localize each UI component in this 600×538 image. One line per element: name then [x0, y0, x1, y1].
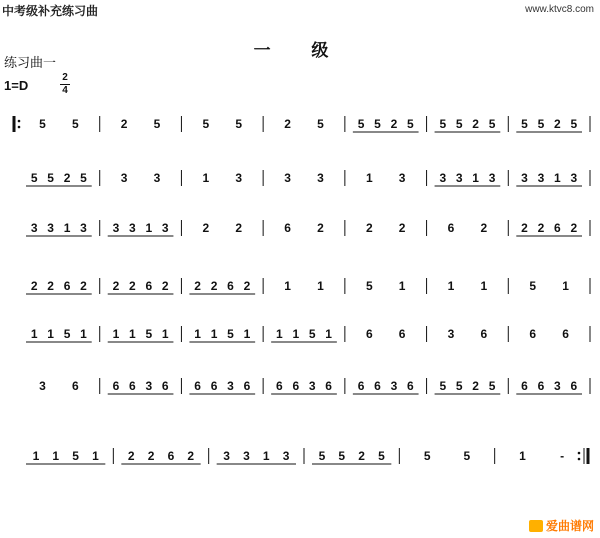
note: 3	[398, 171, 406, 185]
note: 2	[47, 279, 54, 293]
note: 1	[202, 171, 210, 185]
note: 2	[194, 279, 201, 293]
note: 3	[439, 171, 447, 185]
watermark-logo	[529, 517, 594, 534]
note: 5	[423, 449, 431, 463]
note: 6	[537, 379, 545, 393]
note: 5	[439, 117, 447, 131]
note: 1	[554, 171, 561, 185]
note: 5	[63, 327, 71, 341]
note: 3	[537, 171, 545, 185]
note: 6	[529, 327, 537, 341]
note: 2	[472, 379, 479, 393]
time-signature-top: 2	[62, 72, 68, 83]
note: 2	[480, 221, 488, 235]
note: 2	[521, 221, 528, 235]
note: 2	[120, 117, 128, 131]
note: 6	[407, 379, 414, 393]
note: 1	[284, 279, 291, 293]
note: 3	[39, 379, 46, 393]
note: 5	[39, 117, 46, 131]
header-url: www.ktvc8.com	[525, 4, 594, 15]
note: 1	[317, 279, 324, 293]
repeat-dot	[18, 120, 21, 123]
note: 2	[317, 221, 324, 235]
note: 3	[120, 171, 128, 185]
note: 5	[365, 279, 373, 293]
note: 2	[365, 221, 373, 235]
note: 6	[374, 379, 381, 393]
note: 2	[284, 117, 291, 131]
note: 6	[194, 379, 201, 393]
note: 6	[357, 379, 365, 393]
note: 1	[80, 327, 87, 341]
note: 2	[147, 449, 155, 463]
note: 3	[129, 221, 136, 235]
note: 1	[63, 221, 71, 235]
music-note-icon	[529, 520, 543, 532]
note: 5	[570, 117, 578, 131]
note: 6	[145, 279, 153, 293]
note: 1	[210, 327, 218, 341]
note: 5	[308, 327, 316, 341]
note: 5	[357, 117, 365, 131]
note: 6	[276, 379, 283, 393]
note: -	[560, 449, 565, 463]
note: 6	[161, 379, 169, 393]
note: 6	[284, 221, 291, 235]
note: 1	[161, 327, 169, 341]
note: 5	[80, 171, 87, 185]
repeat-dot	[18, 126, 21, 129]
note: 2	[80, 279, 87, 293]
note: 1	[194, 327, 201, 341]
note: 1	[145, 221, 153, 235]
note: 6	[480, 327, 488, 341]
note: 3	[47, 221, 54, 235]
note: 1	[30, 327, 38, 341]
note: 3	[161, 221, 169, 235]
note: 2	[30, 279, 38, 293]
note: 6	[112, 379, 120, 393]
note: 5	[235, 117, 243, 131]
note: 6	[243, 379, 251, 393]
repeat-dot	[578, 458, 581, 461]
note: 5	[47, 171, 54, 185]
note: 5	[439, 379, 447, 393]
note: 1	[365, 171, 373, 185]
note: 5	[529, 279, 537, 293]
time-signature-bottom: 4	[62, 85, 68, 96]
note: 6	[71, 379, 79, 393]
piece-title: 练习曲一	[4, 55, 57, 70]
note: 1	[262, 449, 270, 463]
note: 2	[187, 449, 195, 463]
note: 5	[227, 327, 234, 341]
note: 1	[32, 449, 40, 463]
note: 5	[455, 379, 463, 393]
note: 3	[317, 171, 324, 185]
note: 6	[325, 379, 332, 393]
note: 1	[243, 327, 251, 341]
note: 5	[463, 449, 471, 463]
note: 6	[554, 221, 561, 235]
note: 2	[63, 171, 71, 185]
note: 6	[521, 379, 528, 393]
note: 5	[153, 117, 161, 131]
note: 2	[202, 221, 210, 235]
note: 3	[80, 221, 87, 235]
note: 5	[30, 171, 38, 185]
note: 5	[374, 117, 381, 131]
note: 5	[145, 327, 153, 341]
note: 2	[398, 221, 406, 235]
note: 6	[63, 279, 71, 293]
note: 1	[472, 171, 479, 185]
note: 3	[227, 379, 234, 393]
note: 2	[129, 279, 136, 293]
note: 3	[235, 171, 243, 185]
note: 3	[284, 171, 291, 185]
note: 6	[227, 279, 234, 293]
note: 5	[202, 117, 210, 131]
note: 3	[282, 449, 290, 463]
note: 5	[72, 449, 79, 463]
note: 1	[325, 327, 332, 341]
note: 6	[447, 221, 455, 235]
note: 6	[570, 379, 578, 393]
note: 2	[358, 449, 365, 463]
note: 1	[519, 449, 526, 463]
note: 2	[210, 279, 218, 293]
note: 6	[210, 379, 218, 393]
repeat-dot	[578, 452, 581, 455]
note: 1	[562, 279, 569, 293]
note: 1	[112, 327, 120, 341]
note: 1	[129, 327, 136, 341]
note: 5	[488, 379, 496, 393]
page-title: 一 级	[253, 41, 347, 60]
note: 1	[292, 327, 300, 341]
note: 2	[472, 117, 479, 131]
note: 3	[145, 379, 153, 393]
note: 3	[455, 171, 463, 185]
note: 3	[153, 171, 161, 185]
note: 5	[521, 117, 528, 131]
note: 1	[447, 279, 455, 293]
note: 5	[378, 449, 385, 463]
note: 1	[480, 279, 488, 293]
note: 5	[537, 117, 545, 131]
note: 2	[570, 221, 578, 235]
note: 3	[570, 171, 578, 185]
key-signature: 1=D	[4, 78, 29, 93]
header-title: 中考级补充练习曲	[2, 4, 99, 18]
note: 6	[562, 327, 569, 341]
note: 1	[47, 327, 54, 341]
note: 3	[447, 327, 455, 341]
note: 1	[92, 449, 99, 463]
note: 2	[161, 279, 169, 293]
note: 2	[127, 449, 135, 463]
note: 3	[30, 221, 38, 235]
note: 6	[129, 379, 136, 393]
note: 6	[167, 449, 175, 463]
note: 2	[235, 221, 243, 235]
note: 5	[488, 117, 496, 131]
note: 5	[338, 449, 346, 463]
note: 2	[537, 221, 545, 235]
note: 3	[488, 171, 496, 185]
note: 5	[317, 117, 324, 131]
note: 5	[71, 117, 79, 131]
note: 2	[112, 279, 120, 293]
note: 5	[455, 117, 463, 131]
note: 3	[223, 449, 230, 463]
note: 3	[112, 221, 120, 235]
note: 5	[407, 117, 414, 131]
note: 6	[292, 379, 300, 393]
note: 6	[398, 327, 406, 341]
note: 2	[390, 117, 398, 131]
note: 6	[365, 327, 373, 341]
note: 2	[243, 279, 251, 293]
note: 3	[308, 379, 316, 393]
note: 5	[318, 449, 326, 463]
note: 1	[52, 449, 60, 463]
note: 3	[390, 379, 398, 393]
watermark-text: 爱曲谱网	[545, 519, 594, 533]
note: 1	[398, 279, 406, 293]
note: 3	[243, 449, 250, 463]
note: 3	[554, 379, 561, 393]
note: 3	[521, 171, 528, 185]
note: 1	[276, 327, 283, 341]
note: 2	[554, 117, 561, 131]
